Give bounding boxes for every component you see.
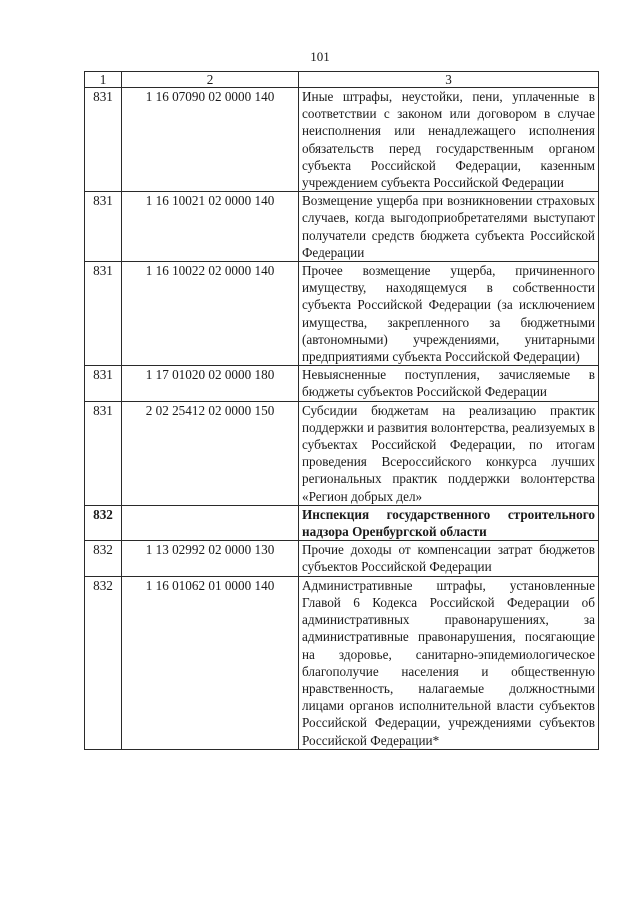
admin-code-cell: 832 [85,576,122,749]
revenue-name-cell: Инспекция государственного строительного надзора Оренбургской области [299,505,599,540]
revenue-name-cell: Возмещение ущерба при возникновении страховых случаев, когда выгодоприобретателями выступают получатели средств бюджета субъекта Российской Федерации [299,192,599,262]
revenue-code-cell: 1 17 01020 02 0000 180 [122,366,299,401]
revenue-name-cell: Иные штрафы, неустойки, пени, уплаченные в соответствии с законом или договором в случае неисполнения или ненадлежащего исполнения обязательств перед государственным органом субъекта Российской Федерации, казенным учреждением субъекта Российской Федерации [299,88,599,192]
table-row [85,262,599,366]
page-number: 101 [310,49,330,64]
admin-code-cell: 832 [85,505,122,540]
revenue-name-cell: Административные штрафы, установленные Главой 6 Кодекса Российской Федерации об административных правонарушениях, за административные правонарушения, посягающие на здоровье, санитарно-эпидемиологическое благополучие населения и общественную нравственность, налагаемые должностными лицами органов исполнительной власти субъектов Российской Федерации, учреждениями субъектов Российской Федерации* [299,576,599,749]
admin-code-cell: 831 [85,88,122,192]
column-header-1: 1 [85,72,122,88]
admin-code-cell: 831 [85,401,122,505]
column-header-3: 3 [299,72,599,88]
revenue-code-cell: 1 16 10022 02 0000 140 [122,262,299,366]
table-row [85,576,599,749]
revenue-code-cell: 2 02 25412 02 0000 150 [122,401,299,505]
admin-code-cell: 831 [85,192,122,262]
table-row [85,192,599,262]
revenue-name-cell: Субсидии бюджетам на реализацию практик поддержки и развития волонтерства, реализуемых в субъектах Российской Федерации, по итогам проведения Всероссийского конкурса лучших региональных практик поддержки волонтерства «Регион добрых дел» [299,401,599,505]
column-header-2: 2 [122,72,299,88]
table-row [85,505,599,540]
admin-code-cell: 832 [85,541,122,576]
table-row [85,401,599,505]
revenue-code-cell: 1 16 01062 01 0000 140 [122,576,299,749]
revenue-code-cell: 1 16 10021 02 0000 140 [122,192,299,262]
revenue-name-cell: Прочие доходы от компенсации затрат бюджетов субъектов Российской Федерации [299,541,599,576]
table-row [85,366,599,401]
revenue-code-cell: 1 13 02992 02 0000 130 [122,541,299,576]
revenue-name-cell: Прочее возмещение ущерба, причиненного имуществу, находящемуся в собственности субъекта Российской Федерации (за исключением имущества, закрепленного за бюджетными (автономными) учреждениями, унитарными предприятиями субъекта Российской Федерации) [299,262,599,366]
admin-code-cell: 831 [85,262,122,366]
revenue-code-cell: 1 16 07090 02 0000 140 [122,88,299,192]
revenue-name-cell: Невыясненные поступления, зачисляемые в бюджеты субъектов Российской Федерации [299,366,599,401]
admin-code-cell: 831 [85,366,122,401]
classification-table [84,71,599,750]
revenue-code-cell [122,505,299,540]
table-row [85,541,599,576]
table-body [85,72,599,750]
table-header-row [85,72,599,88]
table-row [85,88,599,192]
